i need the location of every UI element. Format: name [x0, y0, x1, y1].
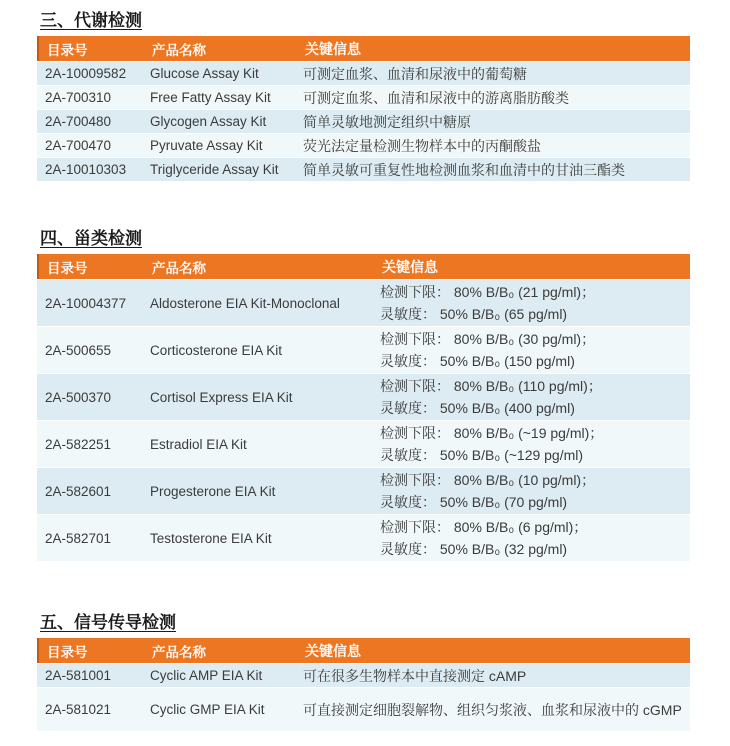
table-row [37, 687, 690, 731]
info-cell [372, 280, 690, 326]
catalog-cell: 2A-582701 [45, 530, 112, 546]
table-row [37, 514, 690, 561]
table-row [37, 157, 690, 181]
column-header-product: 产品名称 [152, 644, 206, 660]
section-title-steroid: 四、甾类检测 [40, 229, 142, 248]
info-cell: 可测定血浆、血清和尿液中的葡萄糖 [303, 65, 527, 82]
table-header-row [37, 254, 690, 279]
column-header-keyinfo: 关键信息 [382, 258, 438, 275]
section-title-metabolic: 三、代谢检测 [40, 11, 142, 30]
product-cell: Cyclic GMP EIA Kit [150, 702, 265, 717]
info-cell: 可在很多生物样本中直接测定 cAMP [303, 667, 527, 684]
product-cell: Glucose Assay Kit [150, 66, 259, 81]
steroid-table [37, 254, 690, 561]
info-cell: 可测定血浆、血清和尿液中的游离脂肪酸类 [303, 89, 569, 106]
sensitivity: 灵敏度： 50% B/B₀ (65 pg/ml) [380, 306, 568, 322]
catalog-cell: 2A-10009582 [45, 66, 127, 81]
info-cell [372, 327, 690, 373]
info-cell: 荧光法定量检测生物样本中的丙酮酸盐 [303, 137, 541, 154]
product-cell: Cyclic AMP EIA Kit [150, 668, 263, 683]
info-cell: 简单灵敏地测定组织中糖原 [303, 113, 471, 130]
table-row [37, 61, 690, 85]
table-row [37, 279, 690, 326]
section-title-signaling: 五、信号传导检测 [40, 613, 176, 632]
product-cell: Glycogen Assay Kit [150, 114, 267, 129]
column-header-keyinfo: 关键信息 [305, 642, 361, 659]
sensitivity: 灵敏度： 50% B/B₀ (70 pg/ml) [380, 494, 568, 510]
detection-limit: 检测下限： 80% B/B₀ (30 pg/ml)； [380, 331, 596, 347]
table-row [37, 373, 690, 420]
catalog-cell: 2A-700310 [45, 90, 112, 105]
table-row [37, 133, 690, 157]
detection-limit: 检测下限： 80% B/B₀ (~19 pg/ml)； [380, 425, 604, 441]
detection-limit: 检测下限： 80% B/B₀ (6 pg/ml)； [380, 519, 588, 535]
column-header-catalog: 目录号 [47, 42, 88, 58]
table-row [37, 467, 690, 514]
catalog-cell: 2A-700480 [45, 114, 112, 129]
table-header-row [37, 36, 690, 61]
product-cell: Estradiol EIA Kit [150, 436, 247, 452]
product-cell: Cortisol Express EIA Kit [150, 389, 293, 405]
sensitivity: 灵敏度： 50% B/B₀ (~129 pg/ml) [380, 447, 584, 463]
product-cell: Aldosterone EIA Kit-Monoclonal [150, 295, 340, 311]
product-cell: Pyruvate Assay Kit [150, 138, 263, 153]
product-cell: Progesterone EIA Kit [150, 483, 276, 499]
info-cell [372, 468, 690, 514]
detection-limit: 检测下限： 80% B/B₀ (110 pg/ml)； [380, 378, 602, 394]
column-header-catalog: 目录号 [47, 260, 88, 276]
catalog-cell: 2A-581021 [45, 702, 112, 717]
metabolic-table [37, 36, 690, 181]
table-row [37, 326, 690, 373]
column-header-product: 产品名称 [152, 260, 206, 276]
detection-limit: 检测下限： 80% B/B₀ (21 pg/ml)； [380, 284, 596, 300]
sensitivity: 灵敏度： 50% B/B₀ (150 pg/ml) [380, 353, 575, 369]
info-cell: 简单灵敏可重复性地检测血浆和血清中的甘油三酯类 [303, 161, 625, 178]
catalog-cell: 2A-10010303 [45, 162, 127, 177]
info-cell [372, 515, 690, 561]
product-cell: Triglyceride Assay Kit [150, 162, 279, 177]
catalog-cell: 2A-500655 [45, 342, 112, 358]
catalog-cell: 2A-500370 [45, 389, 112, 405]
catalog-cell: 2A-581001 [45, 668, 112, 683]
product-cell: Corticosterone EIA Kit [150, 342, 283, 358]
info-cell [372, 421, 690, 467]
signaling-table [37, 638, 690, 731]
table-header-row [37, 638, 690, 663]
product-cell: Free Fatty Assay Kit [150, 90, 271, 105]
product-cell: Testosterone EIA Kit [150, 530, 272, 546]
table-row [37, 109, 690, 133]
table-row [37, 85, 690, 109]
info-cell [372, 374, 690, 420]
column-header-catalog: 目录号 [47, 644, 88, 660]
sensitivity: 灵敏度： 50% B/B₀ (400 pg/ml) [380, 400, 575, 416]
column-header-keyinfo: 关键信息 [305, 40, 361, 57]
info-cell: 可直接测定细胞裂解物、组织匀浆液、血浆和尿液中的 cGMP [303, 701, 682, 718]
column-header-product: 产品名称 [152, 42, 206, 58]
sensitivity: 灵敏度： 50% B/B₀ (32 pg/ml) [380, 541, 568, 557]
catalog-cell: 2A-10004377 [45, 295, 127, 311]
table-row [37, 420, 690, 467]
catalog-cell: 2A-582601 [45, 483, 112, 499]
catalog-cell: 2A-700470 [45, 138, 112, 153]
catalog-cell: 2A-582251 [45, 436, 112, 452]
detection-limit: 检测下限： 80% B/B₀ (10 pg/ml)； [380, 472, 596, 488]
table-row [37, 663, 690, 687]
